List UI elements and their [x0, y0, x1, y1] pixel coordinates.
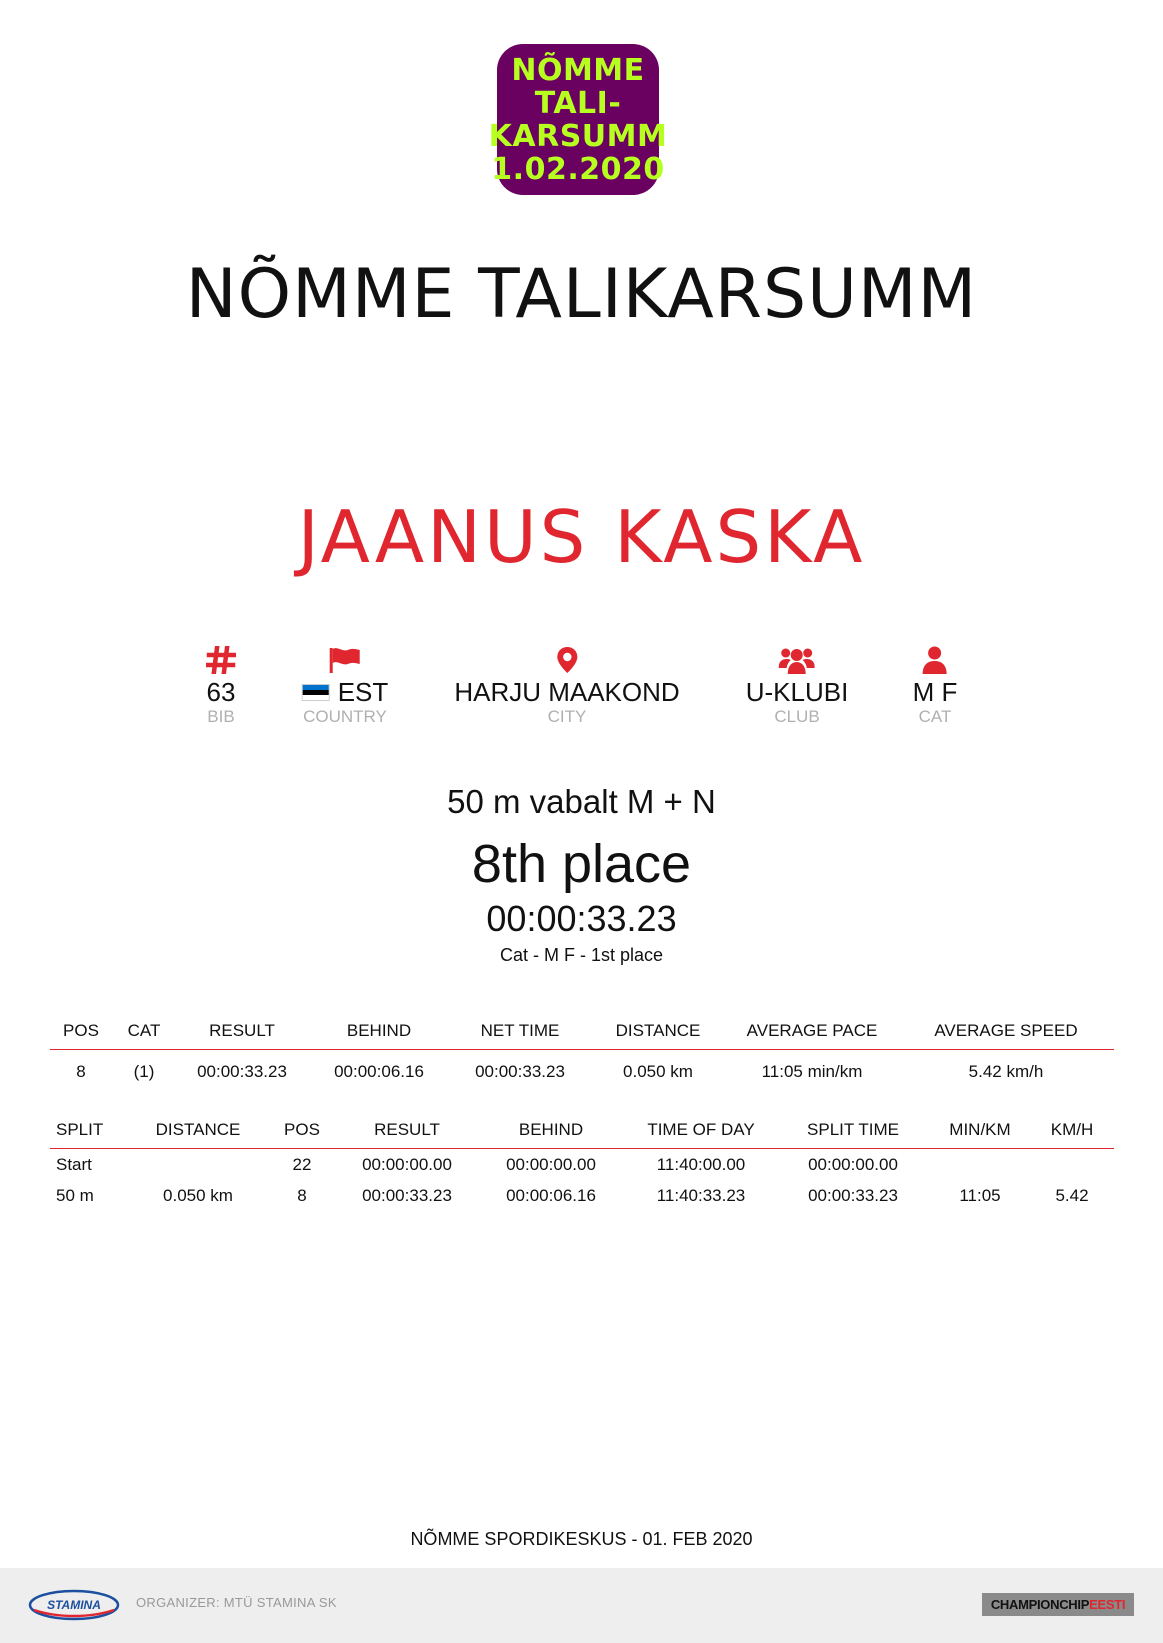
splits-header-cell: POS [266, 1120, 338, 1149]
championchip-logo-country: EESTI [1089, 1597, 1126, 1612]
table-cell [930, 1149, 1030, 1181]
table-cell: 00:00:06.16 [506, 1185, 596, 1205]
bib-value: 63 [206, 677, 236, 707]
splits-table [50, 1120, 1114, 1211]
summary-table [50, 1021, 1114, 1092]
users-icon [746, 645, 849, 675]
stamina-logo-text: STAMINA [47, 1598, 101, 1612]
table-cell: 8 [76, 1062, 86, 1081]
splits-header-cell: TIME OF DAY [626, 1120, 776, 1149]
finish-time: 00:00:33.23 [486, 898, 677, 939]
table-cell: 50 m [56, 1185, 94, 1205]
table-cell [130, 1149, 266, 1181]
table-cell: 0.050 km [163, 1185, 233, 1205]
table-cell: 11:05 [959, 1185, 1001, 1205]
estonia-flag-icon [302, 684, 330, 701]
club-info [746, 645, 849, 727]
venue-date: NÕMME SPORDIKESKUS - 01. FEB 2020 [410, 1529, 753, 1549]
splits-header-row [50, 1120, 1114, 1149]
city-info [454, 645, 679, 727]
table-row [50, 1180, 1114, 1211]
flag-icon [302, 645, 389, 675]
splits-header-cell: BEHIND [476, 1120, 626, 1149]
summary-header-cell: AVERAGE PACE [726, 1021, 898, 1050]
table-cell: (1) [133, 1062, 155, 1081]
splits-header-cell: SPLIT [50, 1120, 130, 1149]
summary-header-cell: POS [50, 1021, 112, 1050]
splits-header-cell: KM/H [1030, 1120, 1114, 1149]
category-place: Cat - M F - 1st place [499, 945, 664, 965]
club-value: U-KLUBI [745, 677, 849, 707]
summary-header-cell: AVERAGE SPEED [898, 1021, 1114, 1050]
event-logo-line-1: NÕMME [511, 52, 645, 88]
table-cell: 00:00:33.23 [808, 1185, 898, 1205]
table-cell: 11:05 min/km [761, 1062, 863, 1081]
table-cell: 00:00:00.00 [808, 1154, 898, 1174]
country-value: EST [337, 677, 389, 707]
summary-header-cell: BEHIND [308, 1021, 450, 1050]
bib-info [206, 645, 236, 727]
organizer-text: ORGANIZER: MTÜ STAMINA SK [136, 1595, 337, 1610]
championchip-logo-text: CHAMPIONCHIP [990, 1597, 1090, 1612]
splits-header-cell: DISTANCE [130, 1120, 266, 1149]
table-cell: 00:00:33.23 [197, 1062, 287, 1081]
event-logo-line-3: KARSUMM [488, 118, 668, 154]
splits-header-cell: RESULT [338, 1120, 476, 1149]
event-logo-line-2: TALI- [534, 85, 622, 121]
event-logo-line-4: 1.02.2020 [491, 151, 665, 187]
table-cell: 0.050 km [623, 1062, 693, 1081]
overall-place: 8th place [471, 834, 692, 894]
summary-header-cell: RESULT [176, 1021, 308, 1050]
championchip-logo[interactable] [982, 1593, 1134, 1616]
category-label: CAT [918, 707, 952, 726]
table-cell: 11:40:33.23 [656, 1185, 746, 1205]
splits-header-cell: SPLIT TIME [776, 1120, 930, 1149]
table-cell: Start [56, 1154, 92, 1174]
table-cell: 00:00:33.23 [475, 1062, 565, 1081]
splits-header-cell: MIN/KM [930, 1120, 1030, 1149]
table-cell: 8 [297, 1185, 307, 1205]
city-value: HARJU MAAKOND [454, 677, 680, 707]
summary-header-row [50, 1021, 1114, 1050]
table-cell: 00:00:00.00 [362, 1154, 452, 1174]
club-label: CLUB [774, 707, 820, 726]
footer [0, 1568, 1163, 1643]
table-cell: 22 [292, 1154, 312, 1174]
table-cell: 00:00:33.23 [362, 1185, 452, 1205]
user-icon [913, 645, 958, 675]
athlete-name: JAANUS KASKA [297, 495, 866, 579]
summary-header-cell: DISTANCE [590, 1021, 726, 1050]
summary-header-cell: CAT [112, 1021, 176, 1050]
city-label: CITY [547, 707, 587, 726]
table-cell [1030, 1149, 1114, 1181]
country-info [302, 645, 389, 727]
stamina-logo[interactable] [28, 1588, 120, 1622]
table-cell: 00:00:00.00 [506, 1154, 596, 1174]
table-row [50, 1149, 1114, 1181]
table-cell: 00:00:06.16 [334, 1062, 424, 1081]
event-title: NÕMME TALIKARSUMM [185, 255, 978, 334]
table-cell: 5.42 [1055, 1185, 1089, 1205]
category-info [913, 645, 958, 727]
event-logo [488, 44, 668, 195]
table-cell: 5.42 km/h [968, 1062, 1044, 1081]
category-value: M F [912, 677, 958, 707]
summary-header-cell: NET TIME [450, 1021, 590, 1050]
race-name: 50 m vabalt M + N [447, 783, 716, 820]
country-label: COUNTRY [303, 707, 387, 726]
map-pin-icon [454, 645, 679, 675]
table-cell: 11:40:00.00 [656, 1154, 746, 1174]
bib-label: BIB [207, 707, 235, 726]
table-row [50, 1050, 1114, 1093]
hash-icon [206, 645, 236, 675]
